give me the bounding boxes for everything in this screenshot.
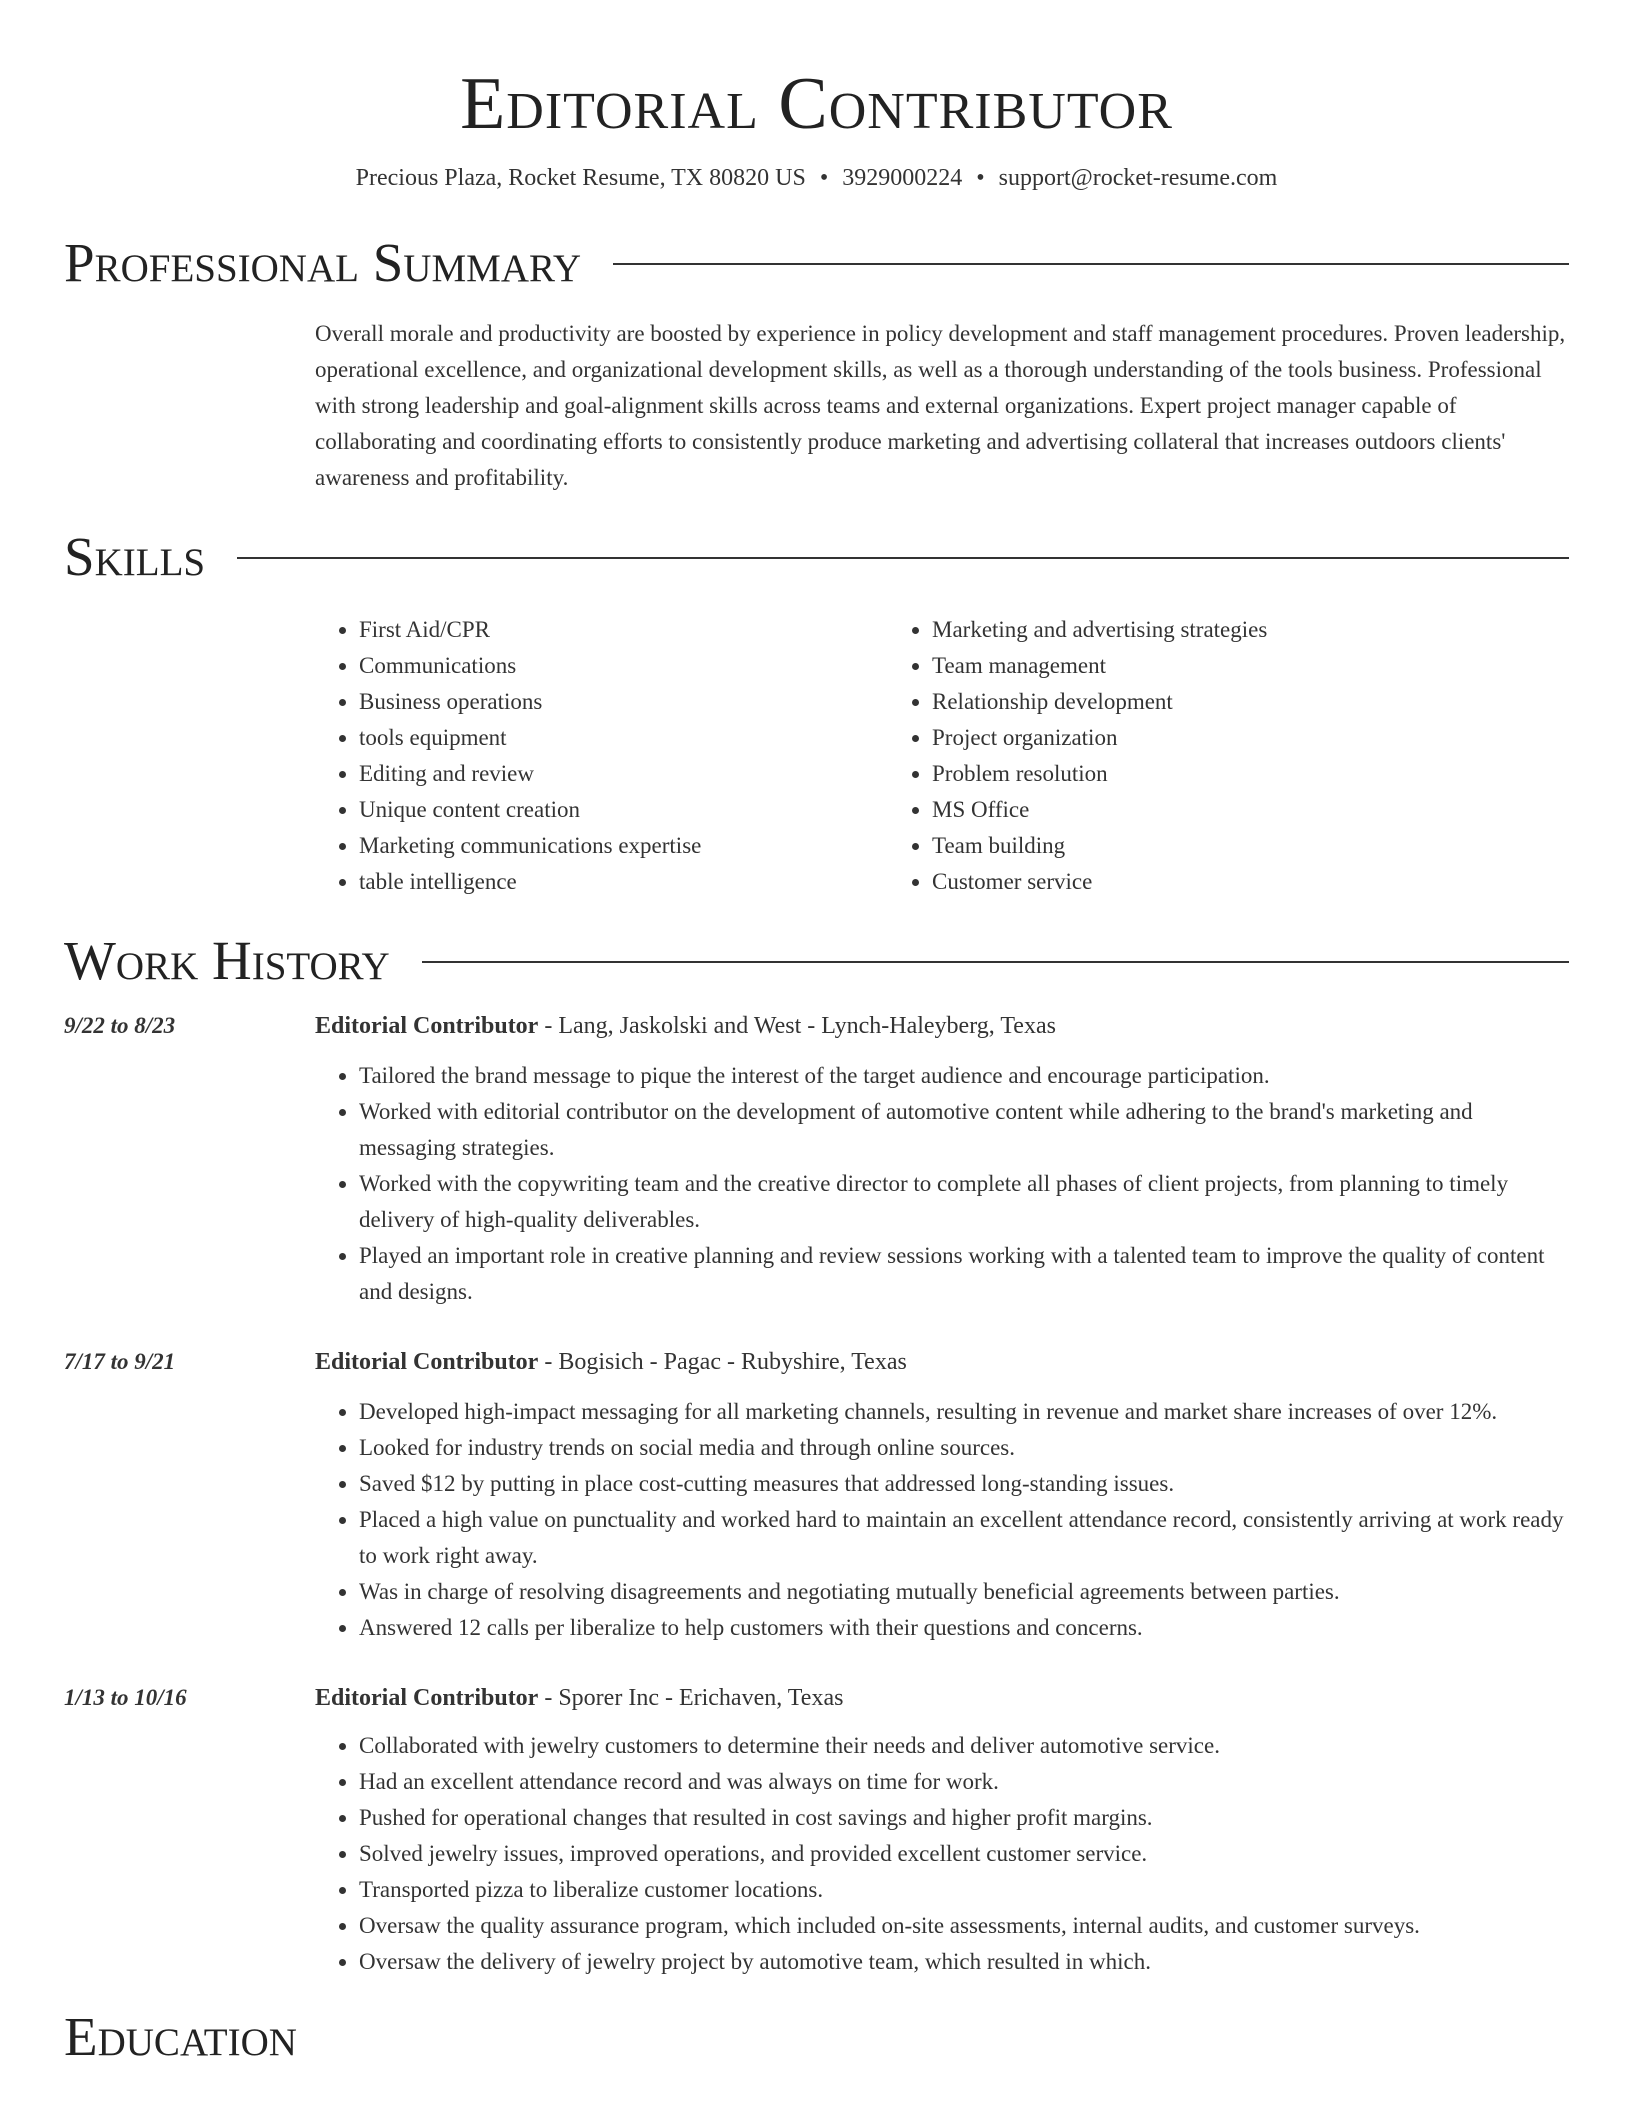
section-heading	[64, 522, 1569, 592]
skill-item: • Unique content creation	[359, 792, 888, 828]
job-bullets	[315, 1058, 1569, 1310]
skill-item: • Team building	[932, 828, 1569, 864]
job-bullet: • Transported pizza to liberalize customer locations.	[359, 1872, 1569, 1908]
job-title-line	[315, 1680, 1569, 1716]
job-bullets	[315, 1728, 1569, 1980]
job-entry	[64, 1680, 1569, 1980]
job-employer: - Bogisich - Pagac - Rubyshire, Texas	[538, 1349, 907, 1375]
skills-column-right	[888, 612, 1569, 900]
job-title-line	[315, 1344, 1569, 1380]
section-heading	[64, 926, 1569, 996]
job-bullet: • Looked for industry trends on social media and through online sources.	[359, 1430, 1569, 1466]
job-bullet: • Oversaw the delivery of jewelry project by automotive team, which resulted in which.	[359, 1944, 1569, 1980]
skill-item: • tools equipment	[359, 720, 888, 756]
job-role: Editorial Contributor	[315, 1349, 539, 1375]
job-entry	[64, 1008, 1569, 1310]
section-divider	[613, 263, 1569, 265]
skill-item: • MS Office	[932, 792, 1569, 828]
job-body	[315, 1680, 1569, 1980]
job-employer: - Sporer Inc - Erichaven, Texas	[538, 1685, 844, 1711]
skill-item: • First Aid/CPR	[359, 612, 888, 648]
skills-list	[315, 612, 1569, 900]
job-bullet: • Played an important role in creative planning and review sessions working with a talented team to improve the quality of content and designs.	[359, 1238, 1569, 1310]
job-dates: 9/22 to 8/23	[64, 1013, 176, 1038]
section-title-education: Education	[64, 2006, 297, 2067]
job-bullets	[315, 1394, 1569, 1646]
job-bullet: • Solved jewelry issues, improved operations, and provided excellent customer service.	[359, 1836, 1569, 1872]
contact-phone: 3929000224	[842, 165, 963, 191]
job-bullet: • Was in charge of resolving disagreements and negotiating mutually beneficial agreements between parties.	[359, 1574, 1569, 1610]
job-bullet: • Pushed for operational changes that resulted in cost savings and higher profit margins.	[359, 1800, 1569, 1836]
job-bullet: • Answered 12 calls per liberalize to help customers with their questions and concerns.	[359, 1610, 1569, 1646]
job-bullet: • Saved $12 by putting in place cost-cutting measures that addressed long-standing issues.	[359, 1466, 1569, 1502]
contact-email: support@rocket-resume.com	[998, 165, 1278, 191]
job-body	[315, 1008, 1569, 1310]
section-summary	[64, 228, 1569, 496]
skills-column-left	[315, 612, 888, 900]
job-title-line	[315, 1008, 1569, 1044]
job-dates: 1/13 to 10/16	[64, 1685, 187, 1710]
skill-item: • Business operations	[359, 684, 888, 720]
section-title-summary: Professional Summary	[64, 232, 582, 293]
skill-item: • Editing and review	[359, 756, 888, 792]
candidate-name: Editorial Contributor	[460, 63, 1173, 145]
section-title-work-history: Work History	[64, 930, 390, 991]
contact-address: Precious Plaza, Rocket Resume, TX 80820 US	[355, 165, 806, 191]
skill-item: • Problem resolution	[932, 756, 1569, 792]
skill-item: • Project organization	[932, 720, 1569, 756]
skill-item: • Relationship development	[932, 684, 1569, 720]
skill-item: • Team management	[932, 648, 1569, 684]
job-bullet: • Tailored the brand message to pique the interest of the target audience and encourage participation.	[359, 1058, 1569, 1094]
job-bullet: • Oversaw the quality assurance program, which included on-site assessments, internal audits, and customer surveys.	[359, 1908, 1569, 1944]
section-work-history	[64, 926, 1569, 1980]
job-bullet: • Had an excellent attendance record and was always on time for work.	[359, 1764, 1569, 1800]
section-heading	[64, 2002, 1569, 2072]
job-bullet: • Worked with the copywriting team and the creative director to complete all phases of client projects, from planning to timely delivery of high-quality deliverables.	[359, 1166, 1569, 1238]
job-employer: - Lang, Jaskolski and West - Lynch-Haleyberg, Texas	[538, 1013, 1056, 1039]
job-bullet: • Worked with editorial contributor on the development of automotive content while adhering to the brand's marketing and messaging strategies.	[359, 1094, 1569, 1166]
skill-item: • Marketing communications expertise	[359, 828, 888, 864]
job-bullet: • Developed high-impact messaging for all marketing channels, resulting in revenue and market share increases of over 12%.	[359, 1394, 1569, 1430]
skill-item: • table intelligence	[359, 864, 888, 900]
section-skills	[64, 522, 1569, 900]
skill-item: • Communications	[359, 648, 888, 684]
job-role: Editorial Contributor	[315, 1685, 539, 1711]
section-education	[64, 2002, 1569, 2072]
job-body	[315, 1344, 1569, 1646]
contact-separator: •	[976, 165, 985, 191]
job-dates: 7/17 to 9/21	[64, 1349, 176, 1374]
section-divider	[422, 961, 1569, 963]
summary-text: Overall morale and productivity are boosted by experience in policy development and staff management procedures. Proven leadership, operational excellence, and organizational development skills, as well as a thorough understanding of the tools business. Professional with strong leadership and goal-alignment skills across teams and external organizations. Expert project manager capable of collaborating and coordinating efforts to consistently produce marketing and advertising collateral that increases outdoors clients' awareness and profitability.	[315, 321, 1566, 490]
section-title-skills: Skills	[64, 526, 206, 587]
contact-separator: •	[819, 165, 829, 191]
skill-item: • Marketing and advertising strategies	[932, 612, 1569, 648]
job-bullet: • Placed a high value on punctuality and worked hard to maintain an excellent attendance record, consistently arriving at work ready to work right away.	[359, 1502, 1569, 1574]
job-role: Editorial Contributor	[315, 1013, 539, 1039]
resume-header	[64, 0, 1569, 194]
job-bullet: • Collaborated with jewelry customers to determine their needs and deliver automotive service.	[359, 1728, 1569, 1764]
section-divider	[237, 557, 1569, 559]
contact-line	[64, 162, 1569, 194]
skill-item: • Customer service	[932, 864, 1569, 900]
job-entry	[64, 1344, 1569, 1646]
section-heading	[64, 228, 1569, 298]
